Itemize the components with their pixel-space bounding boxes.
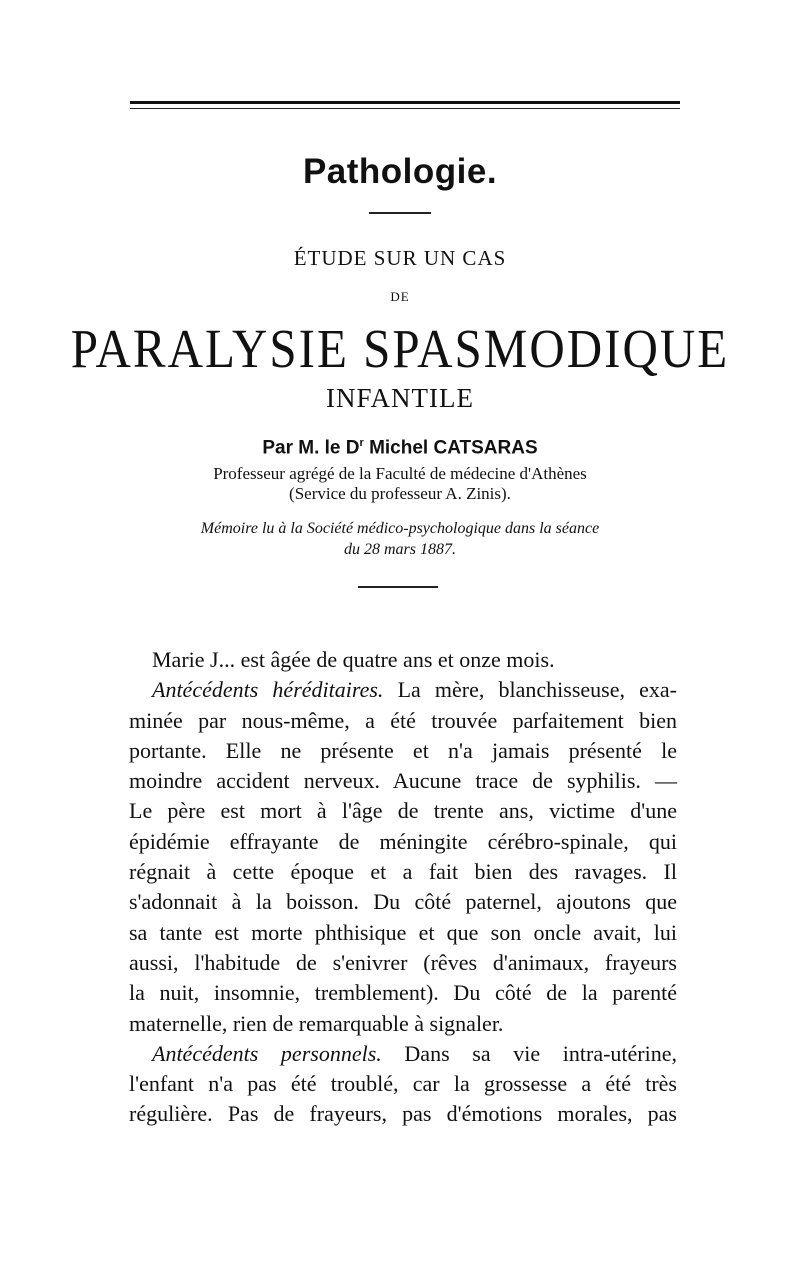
author-name: Michel CATSARAS [363, 437, 538, 459]
presentation-note: Mémoire lu à la Société médico-psychologique dans la séance [200, 520, 600, 537]
text-line: Marie J... est âgée de quatre ans et onze mois. [152, 647, 555, 672]
section-title: Pathologie. [302, 152, 498, 191]
article-heading-line2: DE [390, 289, 410, 304]
header-rule-thick [130, 101, 680, 104]
text-line: Le père est mort à l'âge de trente ans, victime d'une [129, 798, 677, 824]
author-superscript: r [359, 437, 364, 449]
text-line: minée par nous-même, a été trouvée parfaitement bien [129, 707, 677, 733]
text-line: moindre accident nerveux. Aucune trace de syphilis. — [129, 768, 677, 794]
text-span: Dans sa vie intra-utérine, [381, 1040, 678, 1066]
text-line: la nuit, insomnie, tremblement). Du côté de la parenté [129, 980, 677, 1006]
text-line [129, 675, 677, 705]
text-span: La mère, blanchisseuse, exa- [383, 677, 677, 703]
text-line [129, 1039, 677, 1069]
text-line: épidémie effrayante de méningite cérébro-spinale, qui [129, 828, 677, 854]
author-affiliation: Professeur agrégé de la Faculté de médecine d'Athènes [213, 464, 587, 483]
subheading-hereditary: Antécédents héréditaires. [152, 677, 384, 703]
author-prefix: Par M. le D [262, 437, 360, 459]
text-line: s'adonnait à la boisson. Du côté paternel, ajoutons que [129, 889, 677, 915]
header-rule-thin [130, 108, 680, 109]
text-line: l'enfant n'a pas été troublé, car la grossesse a été très [129, 1071, 677, 1097]
article-main-title: PARALYSIE SPASMODIQUE [70, 317, 730, 380]
text-line: aussi, l'habitude de s'enivrer (rêves d'animaux, frayeurs [129, 949, 677, 975]
author-line [0, 437, 800, 459]
body-divider [358, 586, 438, 588]
author-service: (Service du professeur A. Zinis). [289, 484, 511, 503]
subheading-personal: Antécédents personnels. [152, 1040, 382, 1066]
text-line: maternelle, rien de remarquable à signaler. [129, 1010, 504, 1036]
body-text [129, 645, 677, 1130]
presentation-date: du 28 mars 1887. [343, 541, 456, 558]
text-line: régulière. Pas de frayeurs, pas d'émotions morales, pas [129, 1101, 677, 1127]
title-divider [369, 212, 431, 214]
text-line: régnait à cette époque et a fait bien des ravages. Il [129, 859, 677, 885]
article-subtitle: INFANTILE [326, 383, 474, 413]
text-line: sa tante est morte phthisique et que son oncle avait, lui [129, 919, 677, 945]
article-heading-line1: ÉTUDE SUR UN CAS [293, 246, 507, 270]
text-line: portante. Elle ne présente et n'a jamais présenté le [129, 737, 677, 763]
